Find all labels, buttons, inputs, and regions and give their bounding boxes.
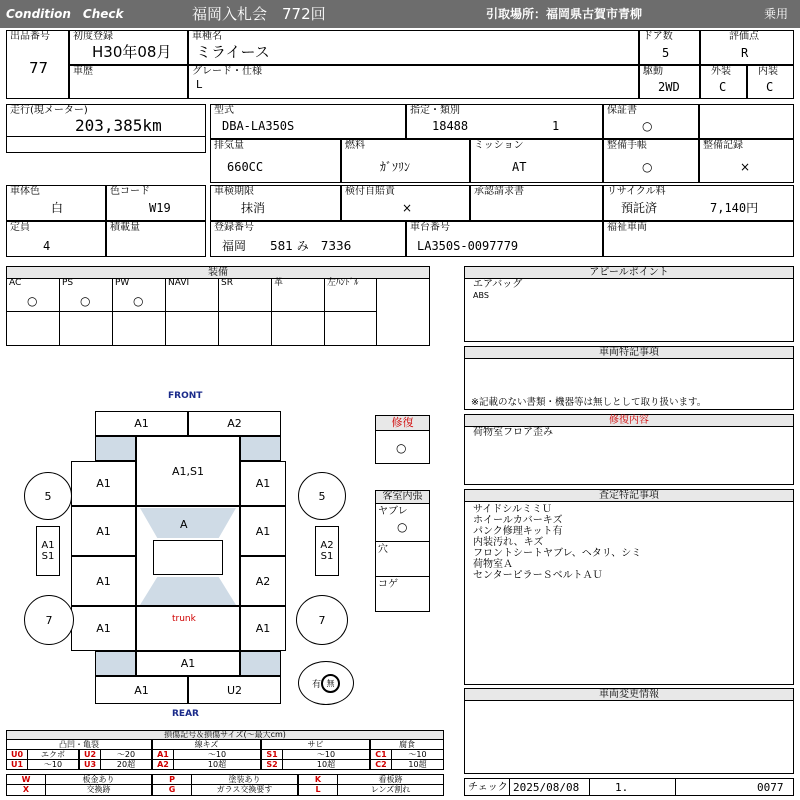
legend-desc: 10超 [174, 760, 261, 770]
drive-cell: 駆動 2WD [639, 65, 700, 99]
cabin-box [375, 490, 430, 612]
repair-box [375, 415, 430, 464]
equipment-blank-cell [272, 312, 325, 346]
inspection-line: センターピラーＳベルトＡＵ [473, 570, 603, 581]
legend-header: 腐食 [370, 740, 444, 750]
displacement-value: 660CC [227, 160, 264, 174]
front-left-corner [95, 436, 136, 461]
footer-bar [464, 778, 794, 796]
cabin-mark: ○ [397, 520, 408, 534]
equipment-blank-cell [60, 312, 113, 346]
condition-check-title: Condition Check [6, 7, 124, 21]
legend-code: U2 [79, 750, 101, 760]
damage-legend [6, 730, 444, 796]
repair-detail-section [464, 414, 794, 485]
front-right-corner [240, 436, 281, 461]
front-left-door: A1 [71, 506, 136, 556]
chassis-value: LA350S-0097779 [417, 239, 519, 253]
right-quarter: A1 [240, 606, 286, 651]
spare-icon: 無 [321, 674, 340, 693]
trunk-label: trunk [172, 614, 196, 624]
lot-cell: 出品番号 77 [6, 30, 69, 99]
rear-right-door: A2 [240, 556, 286, 606]
legend-desc: 塗装あり [192, 774, 298, 785]
legend-desc: 看板跡 [338, 774, 444, 785]
appeal-section [464, 266, 794, 342]
legend-header: 線キズ [152, 740, 261, 750]
legend-desc: 板金あり [46, 774, 152, 785]
legend-desc: ～10 [28, 760, 79, 770]
history-cell: 車歴 [69, 65, 188, 99]
rear-panel: A1 [136, 651, 240, 676]
body-color-cell: 車体色 白 [6, 185, 106, 221]
check-date: 2025/08/08 [513, 781, 580, 794]
legend-code: U0 [6, 750, 28, 760]
welfare-cell: 福祉車両 [603, 221, 794, 257]
legend-desc: ～10 [283, 750, 370, 760]
equipment-label: SR [221, 278, 233, 288]
inspection-value: 抹消 [241, 201, 266, 215]
color-code-cell: 色コード W19 [106, 185, 206, 221]
equipment-label: 左ﾊﾝﾄﾞﾙ [327, 278, 359, 288]
grade-value: L [196, 78, 203, 91]
repair-box-title: 修復 [376, 416, 429, 431]
front-bumper-right: A2 [188, 411, 281, 436]
legend-code: P [152, 774, 192, 785]
pickup-location: 引取場所：福岡県古賀市青柳 [486, 7, 643, 21]
legend-code: A1 [152, 750, 174, 760]
equipment-cell [325, 278, 377, 312]
left-mirror: A1 S1 [36, 526, 60, 576]
rear-left-wheel: 7 [24, 595, 74, 645]
legend-desc: ～20 [101, 750, 152, 760]
spare-label: 有 [311, 679, 321, 690]
special-section [464, 346, 794, 410]
cabin-title: 客室内張 [376, 491, 429, 504]
insurance-value: × [402, 201, 413, 215]
rear-right-corner [240, 651, 281, 676]
equipment-label: AC [9, 278, 22, 288]
class-number: 18488 [432, 119, 469, 133]
type-cell: 型式 DBA-LA350S [210, 104, 406, 139]
equipment-blank-cell [113, 312, 166, 346]
rating-value: R [741, 46, 749, 60]
spare-tire [298, 661, 354, 705]
legend-code: W [6, 774, 46, 785]
inspection-line: サイドシルミミＵ [473, 504, 553, 515]
cabin-item: ヤブレ [378, 506, 408, 517]
chassis-cell: 車台番号 LA350S-0097779 [406, 221, 603, 257]
exterior-cell: 外装 C [700, 65, 747, 99]
front-right-door: A1 [240, 506, 286, 556]
first-reg-cell: 初度登録 H30年08月 [69, 30, 188, 65]
equipment-label: NAVI [168, 278, 190, 288]
check-num2: 0077 [757, 781, 784, 794]
right-mirror: A2 S1 [315, 526, 339, 576]
auction-title: 福岡入札会 772回 [192, 5, 326, 23]
appeal-line: ABS [473, 291, 489, 300]
equipment-blank-cell [7, 312, 60, 346]
inspection-line: パンク修理キット有 [473, 526, 563, 537]
legend-desc: 20超 [101, 760, 152, 770]
legend-code: C1 [370, 750, 392, 760]
legend-desc: 交換跡 [46, 785, 152, 796]
car-diagram [0, 385, 375, 725]
mileage-value: 203,385km [75, 116, 162, 135]
left-quarter: A1 [71, 606, 136, 651]
equipment-cell [219, 278, 272, 312]
category-label: 乗用 [764, 7, 789, 21]
appeal-line: エアバッグ [473, 279, 523, 290]
exterior-grade: C [719, 80, 727, 94]
grade-cell: グレード・仕様 L [188, 65, 639, 99]
right-fender: A1 [240, 461, 286, 506]
windshield-label: A [180, 518, 188, 531]
equipment-cell [272, 278, 325, 312]
front-left-wheel: 5 [24, 472, 72, 520]
class-cell: 指定・類別 18488 1 [406, 104, 603, 139]
claim-cell: 承認請求書 [470, 185, 603, 221]
legend-header: サビ [261, 740, 370, 750]
inspection-cell: 車検期限 抹消 [210, 185, 341, 221]
rear-bumper-right: U2 [188, 676, 281, 704]
type-value: DBA-LA350S [222, 119, 295, 133]
special-title: 車両特記事項 [465, 347, 793, 359]
roof-panel [153, 540, 223, 575]
manual-mark: ○ [642, 160, 653, 174]
equipment-label: 革 [274, 278, 284, 288]
legend-title: 損傷記号＆損傷サイズ(～最大cm) [6, 730, 444, 740]
equipment-label: PW [115, 278, 130, 288]
legend-desc: 10超 [392, 760, 444, 770]
inspection-line: 内装汚れ、キズ [473, 537, 544, 548]
inspection-line: ホイールカバーキズ [473, 515, 563, 526]
fuel-cell: 燃料 ｶﾞｿﾘﾝ [341, 139, 470, 183]
record-mark: × [740, 160, 751, 174]
appeal-title: アピールポイント [465, 267, 793, 279]
equipment-cell [7, 278, 60, 312]
inspection-line: 荷物室Ａ [473, 559, 513, 570]
drive-value: 2WD [658, 80, 680, 94]
capacity-cell: 定員 4 [6, 221, 106, 257]
legend-code: L [298, 785, 338, 796]
legend-desc: ～10 [174, 750, 261, 760]
equipment-mark: ○ [80, 294, 91, 308]
equipment-label: PS [62, 278, 74, 288]
equipment-cell [113, 278, 166, 312]
fuel-value: ｶﾞｿﾘﾝ [380, 160, 411, 174]
warranty-mark: ○ [642, 119, 653, 133]
plate-cell: 登録番号 福岡 581 み 7336 [210, 221, 406, 257]
change-section [464, 688, 794, 774]
interior-grade: C [766, 80, 774, 94]
front-label: FRONT [168, 391, 203, 401]
trunk-area [136, 606, 240, 651]
record-cell: 整備記録 × [699, 139, 794, 183]
legend-desc: エクボ [28, 750, 79, 760]
rear-left-door: A1 [71, 556, 136, 606]
recycle-status: 預託済 [621, 201, 658, 215]
legend-code: A2 [152, 760, 174, 770]
inspection-section [464, 489, 794, 685]
blank-cell-1 [699, 104, 794, 139]
equipment-cell [166, 278, 219, 312]
legend-code: C2 [370, 760, 392, 770]
legend-code: G [152, 785, 192, 796]
rating-cell: 評価点 R [700, 30, 794, 65]
hood: A1,S1 [136, 436, 240, 506]
check-label: チェック [468, 782, 508, 793]
equipment-table [6, 266, 430, 346]
mileage-cell: 走行(現メーター) 203,385km [6, 104, 206, 153]
rear-left-corner [95, 651, 136, 676]
insurance-cell: 検付自賠責 × [341, 185, 470, 221]
legend-code: X [6, 785, 46, 796]
cabin-item: 穴 [378, 544, 388, 555]
repair-detail-title: 修復内容 [465, 415, 793, 427]
recycle-cell: リサイクル料 預託済 7,140円 [603, 185, 794, 221]
inspection-title: 査定特記事項 [465, 490, 793, 502]
legend-desc: ～10 [392, 750, 444, 760]
change-title: 車両変更情報 [465, 689, 793, 701]
check-num1: 1. [615, 781, 629, 794]
door-count: 5 [662, 46, 670, 60]
legend-code: S2 [261, 760, 283, 770]
equipment-blank-cell [325, 312, 377, 346]
repair-box-mark: ○ [396, 441, 407, 455]
recycle-fee: 7,140円 [710, 201, 759, 215]
color-code-value: W19 [149, 201, 171, 215]
interior-cell: 内装 C [747, 65, 794, 99]
first-reg-value: H30年08月 [92, 43, 172, 61]
warranty-cell: 保証書 ○ [603, 104, 699, 139]
legend-desc: 10超 [283, 760, 370, 770]
special-note: ※記載のない書類・機器等は無しとして取り扱います。 [471, 397, 707, 408]
equipment-cell [60, 278, 113, 312]
header-bar [0, 0, 800, 28]
front-right-wheel: 5 [298, 472, 346, 520]
body-color-value: 白 [51, 201, 64, 215]
legend-code: U1 [6, 760, 28, 770]
inspection-line: フロントシートヤブレ、ヘタリ、シミ [473, 548, 642, 559]
model-name: ミライース [196, 43, 270, 61]
left-fender: A1 [71, 461, 136, 506]
rear-label: REAR [172, 709, 199, 719]
mission-cell: ミッション AT [470, 139, 603, 183]
rear-right-wheel: 7 [296, 595, 348, 645]
class-sub: 1 [552, 119, 560, 133]
repair-detail-line: 荷物室フロア歪み [473, 427, 553, 438]
rear-bumper-left: A1 [95, 676, 188, 704]
equipment-blank-cell [219, 312, 272, 346]
legend-desc: ガラス交換要す [192, 785, 298, 796]
lot-number: 77 [29, 59, 49, 77]
equipment-mark: ○ [133, 294, 144, 308]
legend-code: U3 [79, 760, 101, 770]
equipment-mark: ○ [27, 294, 38, 308]
cabin-item: コゲ [378, 579, 398, 590]
equipment-blank-cell [166, 312, 219, 346]
capacity-value: 4 [43, 239, 51, 253]
load-cell: 積載量 [106, 221, 206, 257]
mission-value: AT [512, 160, 527, 174]
front-bumper-left: A1 [95, 411, 188, 436]
legend-code: S1 [261, 750, 283, 760]
legend-header: 凸凹・亀裂 [6, 740, 152, 750]
plate-value: 福岡 581 み 7336 [222, 239, 352, 253]
manual-cell: 整備手帳 ○ [603, 139, 699, 183]
displacement-cell: 排気量 660CC [210, 139, 341, 183]
door-cell: ドア数 5 [639, 30, 700, 65]
legend-code: K [298, 774, 338, 785]
model-cell: 車種名 ミライース [188, 30, 639, 65]
equipment-title: 装備 [7, 267, 429, 279]
legend-desc: レンズ割れ [338, 785, 444, 796]
